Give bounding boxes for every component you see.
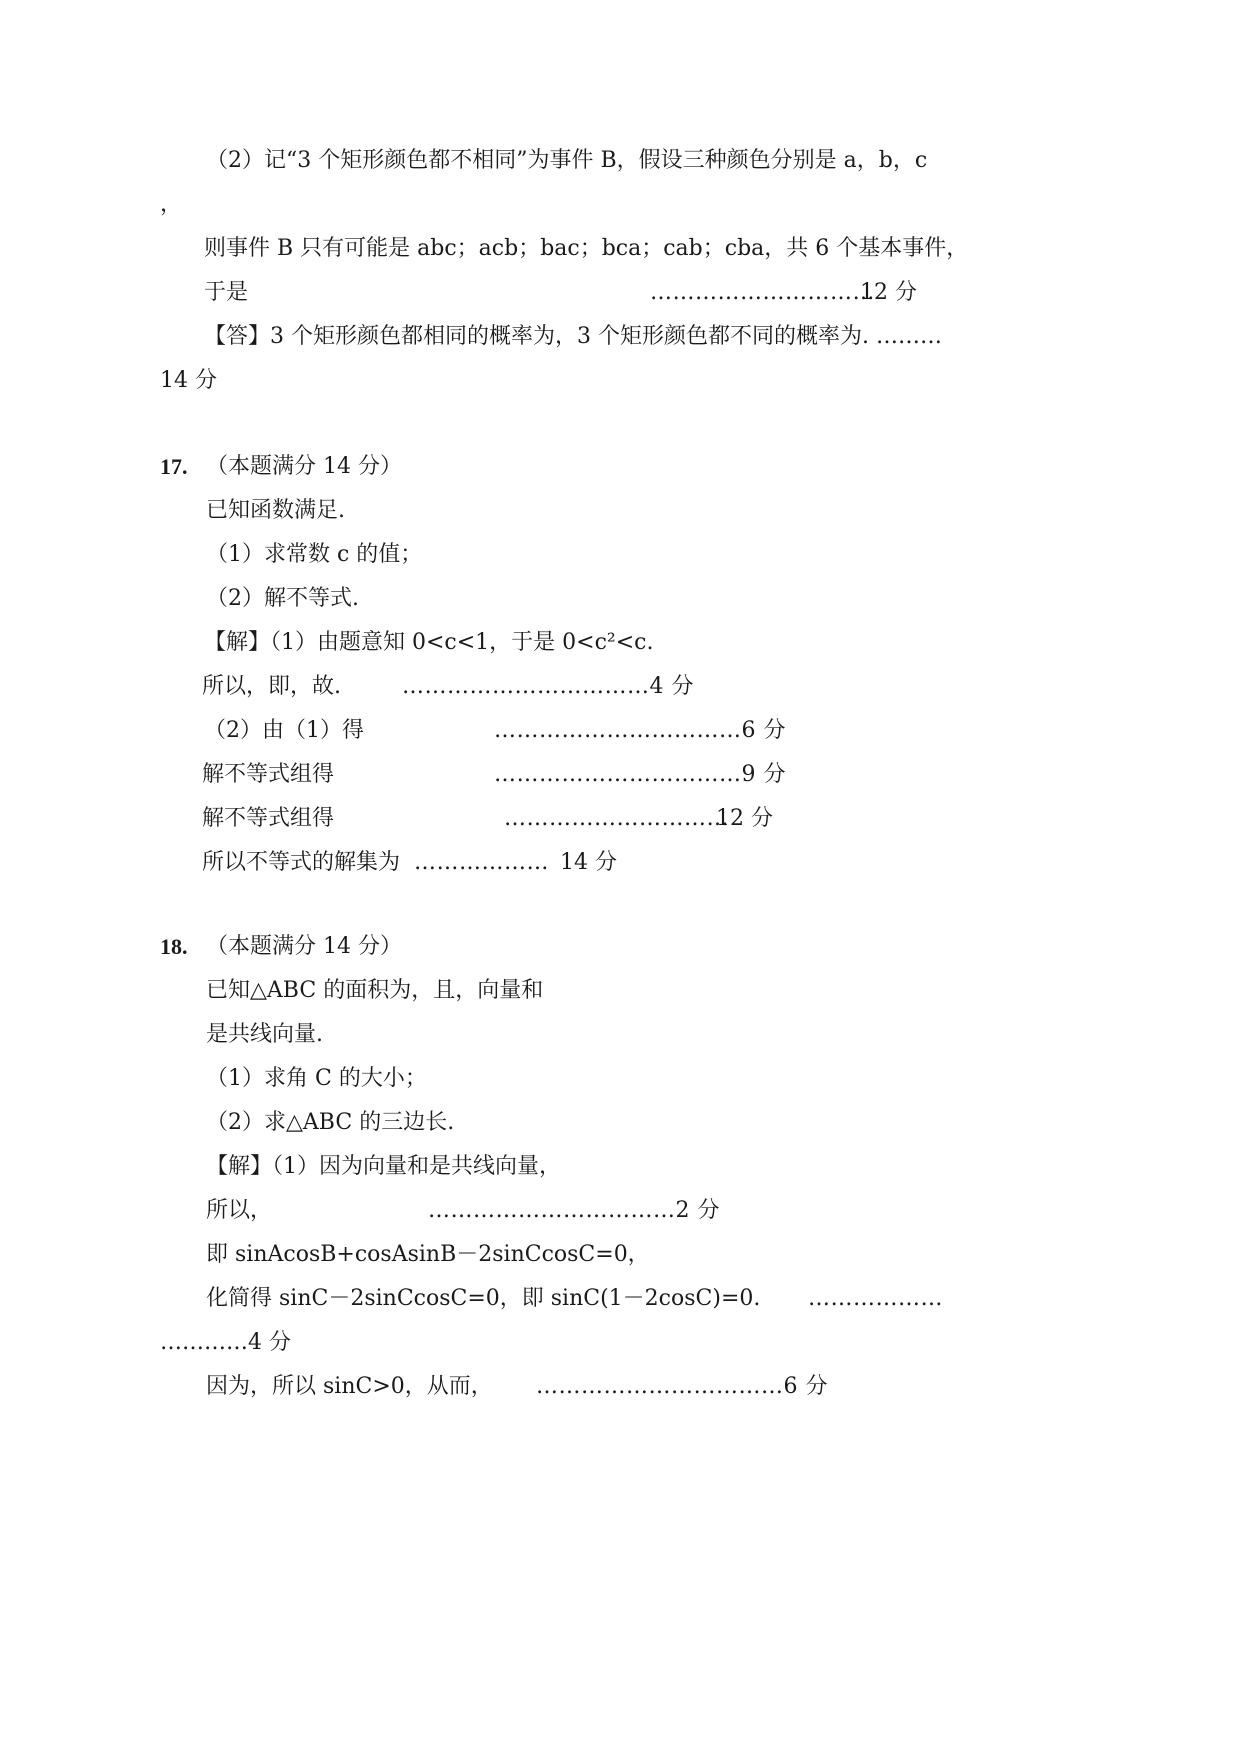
p16-line3: 于是 — [204, 280, 249, 305]
q17-sub2: （2）解不等式. — [206, 586, 359, 611]
q17-sol4-dots: ……………………………9 分 — [494, 762, 786, 787]
q18-sol3: 即 sinAcosB+cosAsinB－2sinCcosC=0， — [206, 1242, 650, 1267]
q18-sub1: （1）求角 C 的大小； — [206, 1066, 427, 1091]
q17-sol3-dots: ……………………………6 分 — [494, 718, 786, 743]
p16-line3-dots: ………………………… — [650, 280, 875, 305]
p16-line2: 则事件 B 只有可能是 abc；acb；bac；bca；cab；cba，共 6 个基本事件， — [204, 236, 969, 261]
p16-answer: 【答】3 个矩形颜色都相同的概率为，3 个矩形颜色都不同的概率为. ……… — [204, 324, 942, 349]
q17-sol6-dots: ……………… — [414, 850, 549, 875]
q17-sol2-dots: ……………………………4 分 — [402, 674, 694, 699]
q18-header: （本题满分 14 分） — [206, 934, 402, 959]
p16-line1-cont: ， — [160, 192, 183, 217]
q18-sol2: 所以， — [206, 1198, 273, 1223]
q18-sol5: 因为，所以 sinC>0，从而， — [206, 1374, 493, 1399]
q18-sol4: 化简得 sinC－2sinCcosC=0，即 sinC(1－2cosC)=0. — [206, 1286, 761, 1311]
q18-sub2: （2）求△ABC 的三边长. — [206, 1110, 455, 1135]
q17-sol3: （2）由（1）得 — [204, 718, 364, 743]
q17-sol5-dots: ………………………… — [504, 806, 729, 831]
q17-header: （本题满分 14 分） — [206, 454, 402, 479]
q18-sol1: 【解】（1）因为向量和是共线向量， — [206, 1154, 561, 1179]
q18-sol4-dots: ……………… — [808, 1286, 943, 1311]
q17-sol1: 【解】（1）由题意知 0<c<1，于是 0<c²<c. — [204, 630, 654, 655]
p16-line1: （2）记“3 个矩形颜色都不相同”为事件 B，假设三种颜色分别是 a，b，c — [206, 148, 928, 173]
q17-sol2: 所以，即，故. — [202, 674, 341, 699]
q17-sol6-score: 14 分 — [560, 850, 617, 875]
q17-sol5-score: 12 分 — [716, 806, 773, 831]
q17-sol6: 所以不等式的解集为 — [202, 850, 401, 875]
q18-sol2-dots: ……………………………2 分 — [428, 1198, 720, 1223]
q18-number: 18. — [160, 934, 188, 959]
q17-sol5: 解不等式组得 — [202, 806, 335, 831]
q17-sol4: 解不等式组得 — [202, 762, 335, 787]
q18-sol5-dots: ……………………………6 分 — [536, 1374, 828, 1399]
q17-sub1: （1）求常数 c 的值； — [206, 542, 423, 567]
p16-answer-score: 14 分 — [160, 368, 217, 393]
p16-line3-score: 12 分 — [860, 280, 917, 305]
q17-statement: 已知函数满足. — [206, 498, 345, 523]
q18-statement-2: 是共线向量. — [206, 1022, 323, 1047]
q17-number: 17. — [160, 454, 188, 479]
q18-sol4-cont: …………4 分 — [160, 1330, 291, 1355]
q18-statement-1: 已知△ABC 的面积为，且，向量和 — [206, 978, 544, 1003]
